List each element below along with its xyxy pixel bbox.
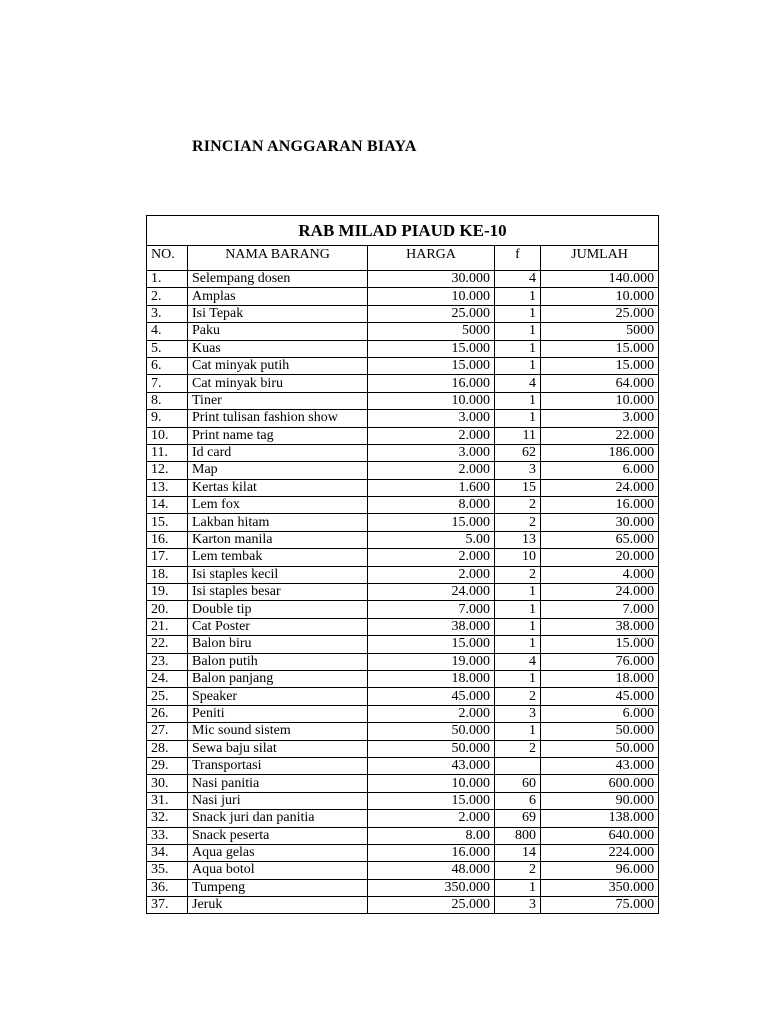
cell-item-name: Mic sound sistem bbox=[188, 723, 368, 740]
cell-harga: 8.000 bbox=[368, 497, 495, 514]
cell-no: 19. bbox=[147, 584, 188, 601]
cell-item-name: Isi staples kecil bbox=[188, 566, 368, 583]
cell-jumlah: 96.000 bbox=[541, 862, 659, 879]
table-row bbox=[147, 392, 659, 409]
cell-item-name: Balon biru bbox=[188, 636, 368, 653]
table-row bbox=[147, 531, 659, 548]
cell-jumlah: 15.000 bbox=[541, 357, 659, 374]
cell-no: 25. bbox=[147, 688, 188, 705]
cell-jumlah: 140.000 bbox=[541, 271, 659, 288]
cell-item-name: Aqua botol bbox=[188, 862, 368, 879]
cell-f: 1 bbox=[495, 357, 541, 374]
table-row bbox=[147, 305, 659, 322]
cell-item-name: Snack peserta bbox=[188, 827, 368, 844]
cell-no: 13. bbox=[147, 479, 188, 496]
cell-no: 32. bbox=[147, 810, 188, 827]
cell-harga: 2.000 bbox=[368, 566, 495, 583]
cell-f: 2 bbox=[495, 740, 541, 757]
cell-f: 15 bbox=[495, 479, 541, 496]
header-name: NAMA BARANG bbox=[188, 246, 368, 271]
cell-jumlah: 15.000 bbox=[541, 636, 659, 653]
table-row bbox=[147, 427, 659, 444]
cell-harga: 15.000 bbox=[368, 340, 495, 357]
cell-no: 36. bbox=[147, 879, 188, 896]
cell-no: 6. bbox=[147, 357, 188, 374]
cell-f: 1 bbox=[495, 288, 541, 305]
cell-item-name: Cat minyak biru bbox=[188, 375, 368, 392]
cell-no: 34. bbox=[147, 844, 188, 861]
cell-no: 3. bbox=[147, 305, 188, 322]
table-row bbox=[147, 479, 659, 496]
cell-jumlah: 186.000 bbox=[541, 444, 659, 461]
table-row bbox=[147, 357, 659, 374]
cell-item-name: Double tip bbox=[188, 601, 368, 618]
cell-f: 1 bbox=[495, 340, 541, 357]
budget-table bbox=[146, 215, 659, 914]
cell-f: 60 bbox=[495, 775, 541, 792]
table-row bbox=[147, 601, 659, 618]
cell-harga: 3.000 bbox=[368, 410, 495, 427]
table-row bbox=[147, 827, 659, 844]
cell-f: 800 bbox=[495, 827, 541, 844]
cell-item-name: Cat minyak putih bbox=[188, 357, 368, 374]
cell-harga: 10.000 bbox=[368, 392, 495, 409]
cell-jumlah: 75.000 bbox=[541, 897, 659, 914]
cell-harga: 2.000 bbox=[368, 705, 495, 722]
cell-item-name: Nasi juri bbox=[188, 792, 368, 809]
cell-jumlah: 4.000 bbox=[541, 566, 659, 583]
cell-item-name: Kertas kilat bbox=[188, 479, 368, 496]
table-header-row bbox=[147, 246, 659, 271]
table-row bbox=[147, 688, 659, 705]
cell-item-name: Snack juri dan panitia bbox=[188, 810, 368, 827]
cell-harga: 350.000 bbox=[368, 879, 495, 896]
table-caption: RAB MILAD PIAUD KE-10 bbox=[147, 216, 659, 246]
cell-item-name: Tiner bbox=[188, 392, 368, 409]
cell-jumlah: 25.000 bbox=[541, 305, 659, 322]
cell-jumlah: 224.000 bbox=[541, 844, 659, 861]
table-row bbox=[147, 462, 659, 479]
cell-harga: 50.000 bbox=[368, 740, 495, 757]
cell-jumlah: 50.000 bbox=[541, 740, 659, 757]
cell-f: 1 bbox=[495, 723, 541, 740]
cell-jumlah: 10.000 bbox=[541, 288, 659, 305]
cell-no: 11. bbox=[147, 444, 188, 461]
cell-no: 30. bbox=[147, 775, 188, 792]
cell-jumlah: 138.000 bbox=[541, 810, 659, 827]
cell-no: 18. bbox=[147, 566, 188, 583]
cell-item-name: Speaker bbox=[188, 688, 368, 705]
cell-jumlah: 43.000 bbox=[541, 757, 659, 774]
cell-no: 1. bbox=[147, 271, 188, 288]
header-jumlah: JUMLAH bbox=[541, 246, 659, 271]
cell-f: 4 bbox=[495, 375, 541, 392]
cell-no: 23. bbox=[147, 653, 188, 670]
table-row bbox=[147, 514, 659, 531]
cell-item-name: Lem fox bbox=[188, 497, 368, 514]
cell-harga: 18.000 bbox=[368, 670, 495, 687]
cell-item-name: Aqua gelas bbox=[188, 844, 368, 861]
cell-harga: 5000 bbox=[368, 323, 495, 340]
cell-item-name: Peniti bbox=[188, 705, 368, 722]
cell-f: 3 bbox=[495, 705, 541, 722]
cell-no: 37. bbox=[147, 897, 188, 914]
table-row bbox=[147, 288, 659, 305]
table-row bbox=[147, 549, 659, 566]
cell-no: 14. bbox=[147, 497, 188, 514]
cell-jumlah: 5000 bbox=[541, 323, 659, 340]
cell-no: 27. bbox=[147, 723, 188, 740]
cell-jumlah: 6.000 bbox=[541, 462, 659, 479]
cell-no: 24. bbox=[147, 670, 188, 687]
header-harga: HARGA bbox=[368, 246, 495, 271]
table-row bbox=[147, 757, 659, 774]
table-row bbox=[147, 897, 659, 914]
table-row bbox=[147, 340, 659, 357]
cell-harga: 19.000 bbox=[368, 653, 495, 670]
cell-no: 20. bbox=[147, 601, 188, 618]
table-row bbox=[147, 670, 659, 687]
cell-item-name: Jeruk bbox=[188, 897, 368, 914]
cell-f: 1 bbox=[495, 670, 541, 687]
cell-harga: 5.00 bbox=[368, 531, 495, 548]
cell-jumlah: 20.000 bbox=[541, 549, 659, 566]
table-row bbox=[147, 792, 659, 809]
cell-jumlah: 90.000 bbox=[541, 792, 659, 809]
cell-item-name: Isi staples besar bbox=[188, 584, 368, 601]
cell-f: 3 bbox=[495, 462, 541, 479]
table-row bbox=[147, 566, 659, 583]
cell-f: 2 bbox=[495, 497, 541, 514]
cell-item-name: Isi Tepak bbox=[188, 305, 368, 322]
table-row bbox=[147, 323, 659, 340]
cell-f: 1 bbox=[495, 584, 541, 601]
cell-jumlah: 640.000 bbox=[541, 827, 659, 844]
cell-no: 12. bbox=[147, 462, 188, 479]
cell-jumlah: 50.000 bbox=[541, 723, 659, 740]
table-row bbox=[147, 444, 659, 461]
cell-harga: 1.600 bbox=[368, 479, 495, 496]
cell-no: 16. bbox=[147, 531, 188, 548]
cell-harga: 2.000 bbox=[368, 810, 495, 827]
cell-jumlah: 22.000 bbox=[541, 427, 659, 444]
cell-f: 1 bbox=[495, 410, 541, 427]
cell-jumlah: 3.000 bbox=[541, 410, 659, 427]
cell-f: 6 bbox=[495, 792, 541, 809]
cell-item-name: Map bbox=[188, 462, 368, 479]
cell-f: 2 bbox=[495, 862, 541, 879]
cell-no: 33. bbox=[147, 827, 188, 844]
cell-harga: 30.000 bbox=[368, 271, 495, 288]
cell-f: 1 bbox=[495, 323, 541, 340]
table-row bbox=[147, 497, 659, 514]
cell-f: 4 bbox=[495, 653, 541, 670]
cell-f: 62 bbox=[495, 444, 541, 461]
table-row bbox=[147, 271, 659, 288]
cell-harga: 45.000 bbox=[368, 688, 495, 705]
cell-jumlah: 38.000 bbox=[541, 618, 659, 635]
table-row bbox=[147, 740, 659, 757]
cell-harga: 50.000 bbox=[368, 723, 495, 740]
cell-jumlah: 30.000 bbox=[541, 514, 659, 531]
cell-item-name: Paku bbox=[188, 323, 368, 340]
table-body bbox=[147, 271, 659, 914]
cell-f: 2 bbox=[495, 514, 541, 531]
table-row bbox=[147, 775, 659, 792]
cell-no: 7. bbox=[147, 375, 188, 392]
cell-f: 1 bbox=[495, 618, 541, 635]
cell-item-name: Print name tag bbox=[188, 427, 368, 444]
cell-item-name: Sewa baju silat bbox=[188, 740, 368, 757]
cell-item-name: Nasi panitia bbox=[188, 775, 368, 792]
cell-no: 35. bbox=[147, 862, 188, 879]
cell-f: 14 bbox=[495, 844, 541, 861]
cell-f: 69 bbox=[495, 810, 541, 827]
cell-item-name: Cat Poster bbox=[188, 618, 368, 635]
cell-item-name: Lem tembak bbox=[188, 549, 368, 566]
cell-harga: 3.000 bbox=[368, 444, 495, 461]
cell-harga: 2.000 bbox=[368, 427, 495, 444]
cell-f: 1 bbox=[495, 305, 541, 322]
cell-harga: 48.000 bbox=[368, 862, 495, 879]
table-row bbox=[147, 844, 659, 861]
cell-f: 4 bbox=[495, 271, 541, 288]
cell-no: 15. bbox=[147, 514, 188, 531]
cell-harga: 2.000 bbox=[368, 462, 495, 479]
table-row bbox=[147, 410, 659, 427]
cell-f: 10 bbox=[495, 549, 541, 566]
cell-no: 17. bbox=[147, 549, 188, 566]
cell-jumlah: 7.000 bbox=[541, 601, 659, 618]
cell-no: 31. bbox=[147, 792, 188, 809]
cell-no: 4. bbox=[147, 323, 188, 340]
cell-no: 5. bbox=[147, 340, 188, 357]
cell-harga: 25.000 bbox=[368, 305, 495, 322]
header-f: f bbox=[495, 246, 541, 271]
cell-item-name: Balon putih bbox=[188, 653, 368, 670]
cell-item-name: Print tulisan fashion show bbox=[188, 410, 368, 427]
cell-harga: 16.000 bbox=[368, 844, 495, 861]
table-row bbox=[147, 584, 659, 601]
cell-harga: 15.000 bbox=[368, 636, 495, 653]
cell-jumlah: 45.000 bbox=[541, 688, 659, 705]
cell-harga: 38.000 bbox=[368, 618, 495, 635]
cell-harga: 15.000 bbox=[368, 792, 495, 809]
cell-harga: 16.000 bbox=[368, 375, 495, 392]
table-row bbox=[147, 810, 659, 827]
cell-jumlah: 16.000 bbox=[541, 497, 659, 514]
cell-f: 1 bbox=[495, 879, 541, 896]
document-title: RINCIAN ANGGARAN BIAYA bbox=[192, 138, 417, 155]
cell-harga: 7.000 bbox=[368, 601, 495, 618]
cell-f: 1 bbox=[495, 392, 541, 409]
cell-f bbox=[495, 757, 541, 774]
cell-item-name: Kuas bbox=[188, 340, 368, 357]
table-row bbox=[147, 879, 659, 896]
cell-jumlah: 350.000 bbox=[541, 879, 659, 896]
cell-f: 2 bbox=[495, 566, 541, 583]
cell-f: 2 bbox=[495, 688, 541, 705]
table-row bbox=[147, 618, 659, 635]
cell-no: 2. bbox=[147, 288, 188, 305]
cell-item-name: Karton manila bbox=[188, 531, 368, 548]
cell-item-name: Balon panjang bbox=[188, 670, 368, 687]
table-row bbox=[147, 375, 659, 392]
cell-harga: 15.000 bbox=[368, 357, 495, 374]
cell-jumlah: 10.000 bbox=[541, 392, 659, 409]
cell-harga: 24.000 bbox=[368, 584, 495, 601]
cell-f: 1 bbox=[495, 636, 541, 653]
cell-harga: 8.00 bbox=[368, 827, 495, 844]
cell-harga: 10.000 bbox=[368, 775, 495, 792]
header-no: NO. bbox=[147, 246, 188, 271]
cell-jumlah: 64.000 bbox=[541, 375, 659, 392]
cell-item-name: Lakban hitam bbox=[188, 514, 368, 531]
cell-no: 22. bbox=[147, 636, 188, 653]
cell-no: 9. bbox=[147, 410, 188, 427]
cell-item-name: Amplas bbox=[188, 288, 368, 305]
cell-f: 3 bbox=[495, 897, 541, 914]
cell-jumlah: 6.000 bbox=[541, 705, 659, 722]
cell-jumlah: 76.000 bbox=[541, 653, 659, 670]
cell-jumlah: 65.000 bbox=[541, 531, 659, 548]
cell-no: 28. bbox=[147, 740, 188, 757]
cell-f: 13 bbox=[495, 531, 541, 548]
cell-no: 29. bbox=[147, 757, 188, 774]
cell-no: 8. bbox=[147, 392, 188, 409]
cell-harga: 43.000 bbox=[368, 757, 495, 774]
cell-no: 10. bbox=[147, 427, 188, 444]
cell-item-name: Transportasi bbox=[188, 757, 368, 774]
cell-jumlah: 24.000 bbox=[541, 479, 659, 496]
table-row bbox=[147, 862, 659, 879]
cell-jumlah: 18.000 bbox=[541, 670, 659, 687]
cell-harga: 15.000 bbox=[368, 514, 495, 531]
cell-harga: 2.000 bbox=[368, 549, 495, 566]
cell-f: 11 bbox=[495, 427, 541, 444]
cell-no: 26. bbox=[147, 705, 188, 722]
table-row bbox=[147, 723, 659, 740]
cell-no: 21. bbox=[147, 618, 188, 635]
cell-harga: 10.000 bbox=[368, 288, 495, 305]
table-row bbox=[147, 705, 659, 722]
cell-item-name: Id card bbox=[188, 444, 368, 461]
cell-jumlah: 600.000 bbox=[541, 775, 659, 792]
cell-f: 1 bbox=[495, 601, 541, 618]
table-row bbox=[147, 636, 659, 653]
table-row bbox=[147, 653, 659, 670]
cell-item-name: Selempang dosen bbox=[188, 271, 368, 288]
cell-jumlah: 24.000 bbox=[541, 584, 659, 601]
cell-jumlah: 15.000 bbox=[541, 340, 659, 357]
cell-harga: 25.000 bbox=[368, 897, 495, 914]
cell-item-name: Tumpeng bbox=[188, 879, 368, 896]
